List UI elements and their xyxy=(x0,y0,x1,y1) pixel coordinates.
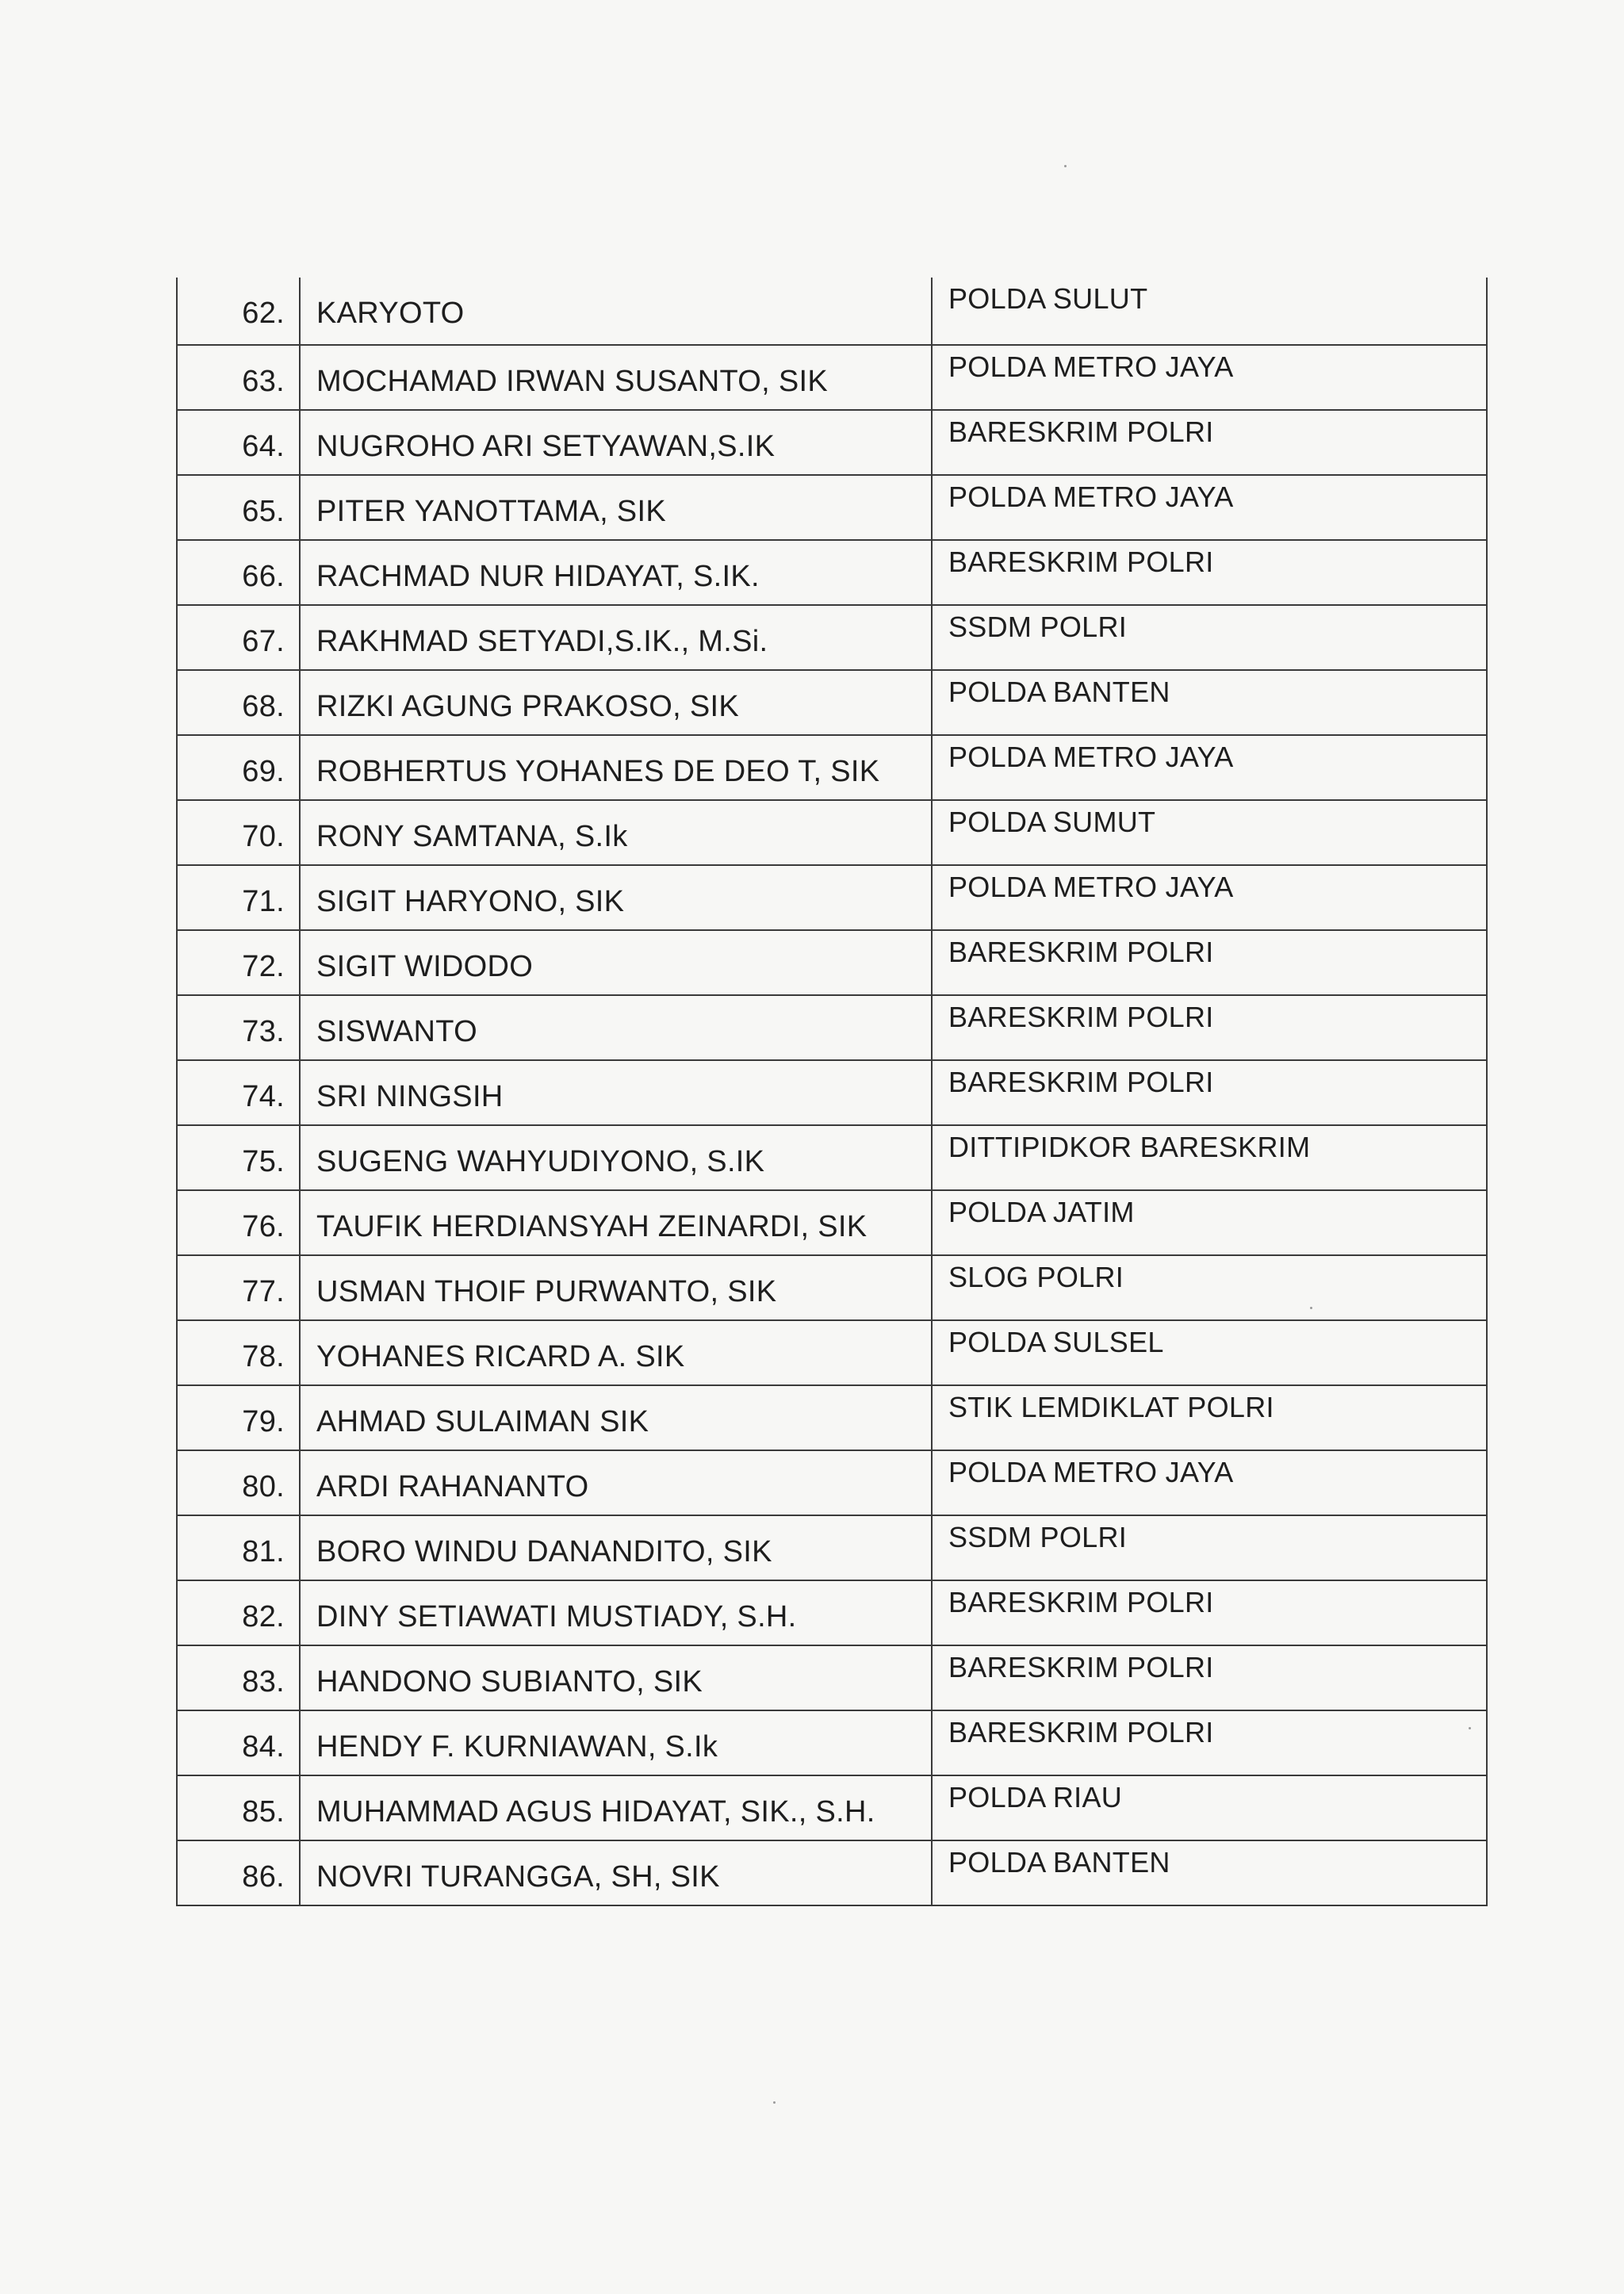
table-row xyxy=(178,539,1486,604)
table-row xyxy=(178,1515,1486,1580)
personnel-name: NUGROHO ARI SETYAWAN,S.IK xyxy=(301,411,933,474)
personnel-name: PITER YANOTTAMA, SIK xyxy=(301,476,933,539)
assigned-unit: POLDA BANTEN xyxy=(948,676,1170,708)
row-number: 64. xyxy=(178,411,301,474)
row-number: 69. xyxy=(178,736,301,799)
personnel-name: KARYOTO xyxy=(301,278,933,344)
assigned-unit: BARESKRIM POLRI xyxy=(948,1001,1214,1033)
personnel-name: SRI NINGSIH xyxy=(301,1061,933,1124)
row-number: 86. xyxy=(178,1841,301,1905)
table-row xyxy=(178,799,1486,864)
row-number: 80. xyxy=(178,1451,301,1515)
row-number: 79. xyxy=(178,1386,301,1450)
personnel-name: SIGIT HARYONO, SIK xyxy=(301,866,933,929)
personnel-name: RIZKI AGUNG PRAKOSO, SIK xyxy=(301,671,933,734)
row-number: 62. xyxy=(178,278,301,344)
assigned-unit: BARESKRIM POLRI xyxy=(948,1586,1214,1618)
assigned-unit: SLOG POLRI xyxy=(948,1261,1124,1293)
table-row xyxy=(178,474,1486,539)
assigned-unit: BARESKRIM POLRI xyxy=(948,1651,1214,1683)
scan-speck xyxy=(773,2101,776,2104)
table-row xyxy=(178,1840,1486,1905)
personnel-name: YOHANES RICARD A. SIK xyxy=(301,1321,933,1384)
personnel-name: SISWANTO xyxy=(301,996,933,1059)
personnel-name: AHMAD SULAIMAN SIK xyxy=(301,1386,933,1450)
assigned-unit: BARESKRIM POLRI xyxy=(948,416,1214,448)
assigned-unit: POLDA RIAU xyxy=(948,1781,1123,1813)
table-row xyxy=(178,604,1486,669)
table-row xyxy=(178,734,1486,799)
personnel-table xyxy=(176,278,1488,1906)
personnel-name: HANDONO SUBIANTO, SIK xyxy=(301,1646,933,1710)
row-number: 81. xyxy=(178,1516,301,1580)
row-number: 74. xyxy=(178,1061,301,1124)
row-number: 66. xyxy=(178,541,301,604)
table-row xyxy=(178,864,1486,929)
personnel-name: SUGENG WAHYUDIYONO, S.IK xyxy=(301,1126,933,1189)
row-number: 65. xyxy=(178,476,301,539)
table-row xyxy=(178,1384,1486,1450)
row-number: 72. xyxy=(178,931,301,994)
assigned-unit: BARESKRIM POLRI xyxy=(948,546,1214,578)
assigned-unit: POLDA METRO JAYA xyxy=(948,481,1234,513)
row-number: 70. xyxy=(178,801,301,864)
assigned-unit: BARESKRIM POLRI xyxy=(948,936,1214,968)
row-number: 76. xyxy=(178,1191,301,1254)
table-row xyxy=(178,1710,1486,1775)
table-row xyxy=(178,1775,1486,1840)
personnel-name: RONY SAMTANA, S.Ik xyxy=(301,801,933,864)
personnel-name: NOVRI TURANGGA, SH, SIK xyxy=(301,1841,933,1905)
assigned-unit: SSDM POLRI xyxy=(948,611,1128,643)
assigned-unit: BARESKRIM POLRI xyxy=(948,1716,1214,1748)
personnel-name: HENDY F. KURNIAWAN, S.Ik xyxy=(301,1711,933,1775)
table-row xyxy=(178,1189,1486,1254)
assigned-unit: POLDA METRO JAYA xyxy=(948,350,1234,383)
table-row xyxy=(178,994,1486,1059)
assigned-unit: POLDA SUMUT xyxy=(948,806,1156,838)
row-number: 71. xyxy=(178,866,301,929)
personnel-name: SIGIT WIDODO xyxy=(301,931,933,994)
row-number: 78. xyxy=(178,1321,301,1384)
assigned-unit: DITTIPIDKOR BARESKRIM xyxy=(948,1131,1311,1163)
row-number: 83. xyxy=(178,1646,301,1710)
personnel-name: DINY SETIAWATI MUSTIADY, S.H. xyxy=(301,1581,933,1645)
scan-speck xyxy=(1064,165,1067,167)
row-number: 68. xyxy=(178,671,301,734)
personnel-name: MOCHAMAD IRWAN SUSANTO, SIK xyxy=(301,346,933,409)
row-number: 85. xyxy=(178,1776,301,1840)
assigned-unit: SSDM POLRI xyxy=(948,1521,1128,1553)
assigned-unit: POLDA METRO JAYA xyxy=(948,741,1234,773)
row-number: 63. xyxy=(178,346,301,409)
table-row xyxy=(178,669,1486,734)
assigned-unit: BARESKRIM POLRI xyxy=(948,1066,1214,1098)
table-row xyxy=(178,409,1486,474)
assigned-unit: POLDA METRO JAYA xyxy=(948,871,1234,903)
row-number: 67. xyxy=(178,606,301,669)
assigned-unit: POLDA METRO JAYA xyxy=(948,1456,1234,1488)
row-number: 73. xyxy=(178,996,301,1059)
row-number: 77. xyxy=(178,1256,301,1319)
personnel-name: ROBHERTUS YOHANES DE DEO T, SIK xyxy=(301,736,933,799)
table-row xyxy=(178,1450,1486,1515)
table-row xyxy=(178,1059,1486,1124)
assigned-unit: STIK LEMDIKLAT POLRI xyxy=(948,1391,1274,1423)
assigned-unit: POLDA SULSEL xyxy=(948,1326,1164,1358)
personnel-name: RACHMAD NUR HIDAYAT, S.IK. xyxy=(301,541,933,604)
table-row xyxy=(178,1124,1486,1189)
table-row xyxy=(178,278,1486,344)
table-row xyxy=(178,1254,1486,1319)
table-row xyxy=(178,1319,1486,1384)
table-row xyxy=(178,1645,1486,1710)
table-row xyxy=(178,344,1486,409)
assigned-unit: POLDA JATIM xyxy=(948,1196,1135,1228)
table-row xyxy=(178,929,1486,994)
personnel-name: BORO WINDU DANANDITO, SIK xyxy=(301,1516,933,1580)
assigned-unit: POLDA SULUT xyxy=(948,282,1148,315)
row-number: 75. xyxy=(178,1126,301,1189)
assigned-unit: POLDA BANTEN xyxy=(948,1846,1170,1878)
personnel-name: ARDI RAHANANTO xyxy=(301,1451,933,1515)
row-number: 82. xyxy=(178,1581,301,1645)
table-row xyxy=(178,1580,1486,1645)
row-number: 84. xyxy=(178,1711,301,1775)
personnel-name: TAUFIK HERDIANSYAH ZEINARDI, SIK xyxy=(301,1191,933,1254)
personnel-name: USMAN THOIF PURWANTO, SIK xyxy=(301,1256,933,1319)
personnel-name: MUHAMMAD AGUS HIDAYAT, SIK., S.H. xyxy=(301,1776,933,1840)
personnel-name: RAKHMAD SETYADI,S.IK., M.Si. xyxy=(301,606,933,669)
